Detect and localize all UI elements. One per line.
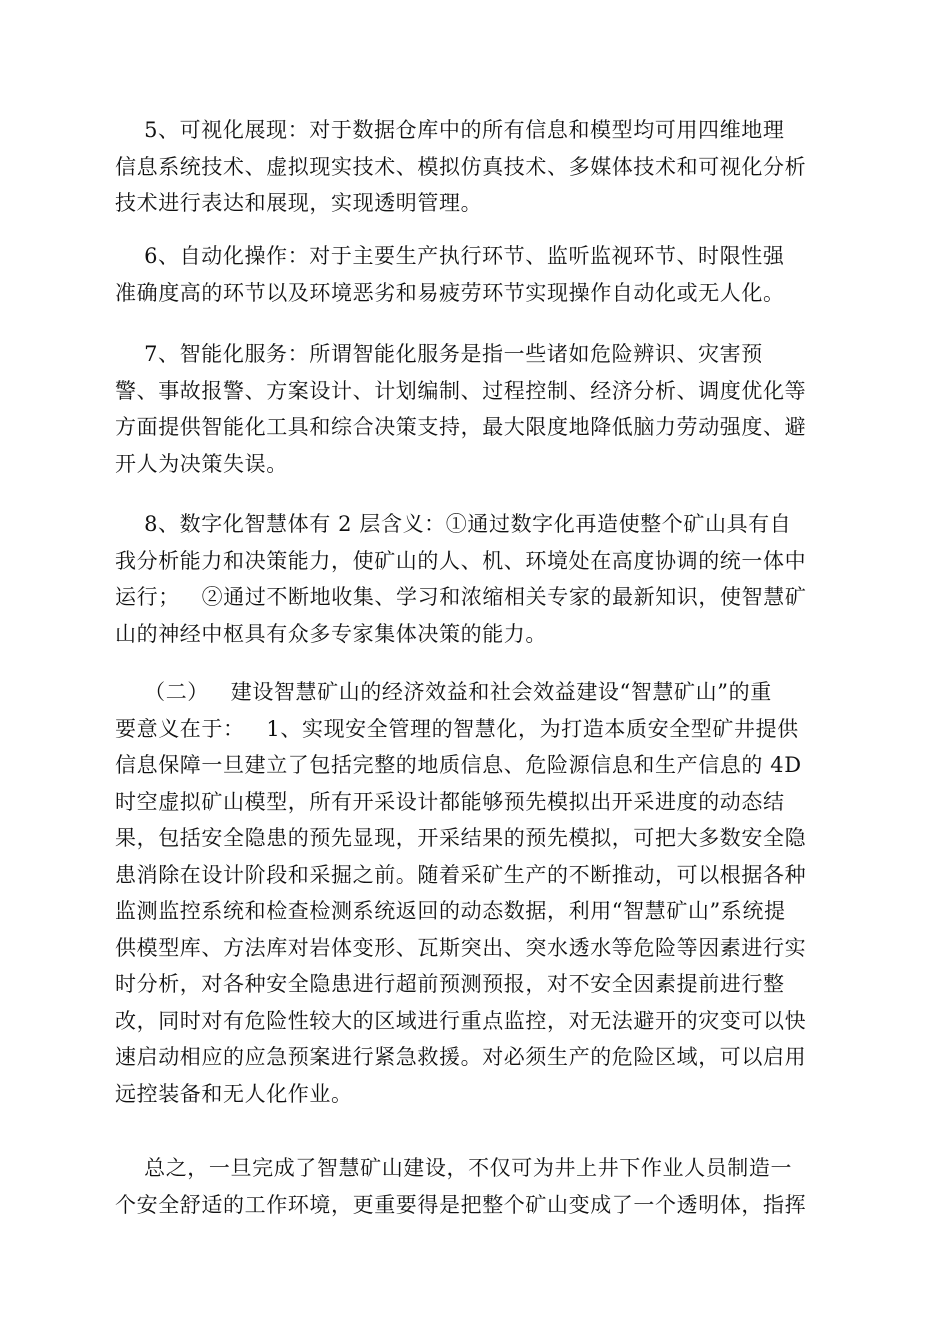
paragraph-line: 7、智能化服务：所谓智能化服务是指一些诸如危险辨识、灾害预: [115, 342, 763, 366]
paragraph-line: 改，同时对有危险性较大的区域进行重点监控，对无法避开的灾变可以快: [115, 1008, 807, 1033]
paragraph-line: 时空虚拟矿山模型，所有开采设计都能够预先模拟出开采进度的动态结: [115, 789, 785, 814]
paragraph-line: 5、可视化展现：对于数据仓库中的所有信息和模型均可用四维地理: [115, 118, 785, 142]
paragraph-line: 速启动相应的应急预案进行紧急救援。对必须生产的危险区域，可以启用: [115, 1045, 807, 1069]
paragraph-line: 山的神经中枢具有众多专家集体决策的能力。: [115, 621, 547, 646]
paragraph-intelligent-service: [115, 336, 835, 482]
paragraph-line: 我分析能力和决策能力，使矿山的人、机、环境处在高度协调的统一体中: [115, 548, 807, 573]
paragraph-line: （二） 建设智慧矿山的经济效益和社会效益建设“智慧矿山”的重: [115, 680, 772, 704]
paragraph-line: 患消除在设计阶段和采掘之前。随着采矿生产的不断推动，可以根据各种: [115, 862, 807, 887]
paragraph-visualization: [115, 112, 835, 222]
paragraph-line: 要意义在于： 1、实现安全管理的智慧化，为打造本质安全型矿井提供: [115, 716, 799, 741]
paragraph-line: 供模型库、方法库对岩体变形、瓦斯突出、突水透水等危险等因素进行实: [115, 935, 807, 960]
paragraph-line: 总之，一旦完成了智慧矿山建设，不仅可为井上井下作业人员制造一: [115, 1156, 793, 1180]
paragraph-line: 运行； ②通过不断地收集、学习和浓缩相关专家的最新知识，使智慧矿: [115, 585, 807, 609]
paragraph-conclusion: [115, 1150, 835, 1223]
paragraph-line: 开人为决策失误。: [115, 451, 288, 476]
paragraph-line: 个安全舒适的工作环境，更重要得是把整个矿山变成了一个透明体，指挥: [115, 1192, 807, 1217]
paragraph-line: 方面提供智能化工具和综合决策支持，最大限度地降低脑力劳动强度、避: [115, 415, 807, 439]
paragraph-line: 监测监控系统和检查检测系统返回的动态数据，利用“智慧矿山”系统提: [115, 899, 786, 923]
paragraph-line: 果，包括安全隐患的预先显现，开采结果的预先模拟，可把大多数安全隐: [115, 826, 807, 850]
paragraph-line: 准确度高的环节以及环境恶劣和易疲劳环节实现操作自动化或无人化。: [115, 280, 785, 305]
paragraph-line: 信息保障一旦建立了包括完整的地质信息、危险源信息和生产信息的 4D: [115, 753, 802, 777]
paragraph-line: 警、事故报警、方案设计、计划编制、过程控制、经济分析、调度优化等: [115, 378, 807, 403]
paragraph-line: 技术进行表达和展现，实现透明管理。: [115, 191, 483, 215]
paragraph-benefits: [115, 674, 835, 1112]
paragraph-line: 信息系统技术、虚拟现实技术、模拟仿真技术、多媒体技术和可视化分析: [115, 154, 807, 179]
paragraph-automation: [115, 238, 835, 311]
paragraph-line: 远控装备和无人化作业。: [115, 1081, 353, 1106]
paragraph-line: 时分析，对各种安全隐患进行超前预测预报，对不安全因素提前进行整: [115, 972, 785, 996]
paragraph-line: 6、自动化操作：对于主要生产执行环节、监听监视环节、时限性强: [115, 244, 785, 268]
paragraph-digital-wisdom: [115, 506, 835, 652]
paragraph-line: 8、数字化智慧体有 2 层含义：①通过数字化再造使整个矿山具有自: [115, 512, 792, 536]
